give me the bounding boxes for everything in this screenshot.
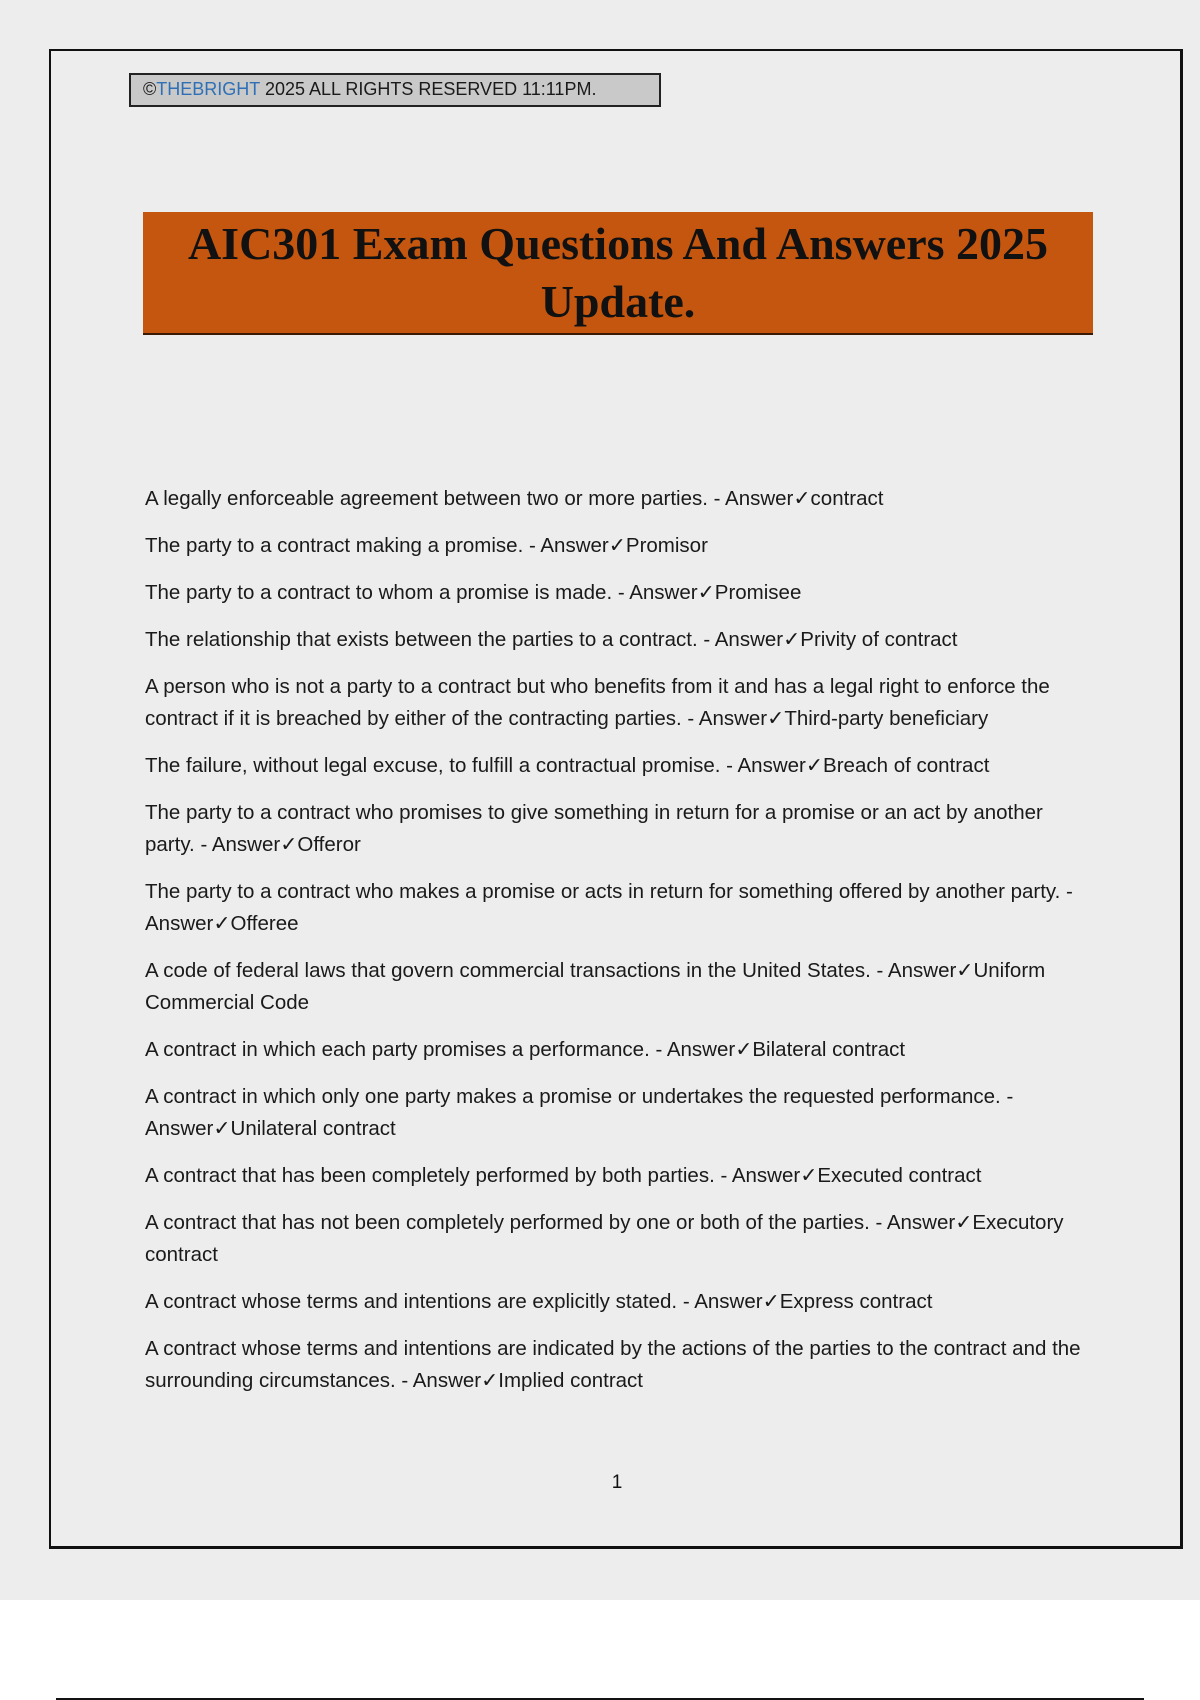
qa-item: The failure, without legal excuse, to fulfill a contractual promise. - Answer✓Breach of contract <box>145 754 990 777</box>
qa-item: A code of federal laws that govern commercial transactions in the United States. - Answer✓Uniform Commercial Code <box>145 959 1046 1014</box>
qa-item: A contract whose terms and intentions are indicated by the actions of the parties to the contract and the surrounding circumstances. - Answer✓Implied contract <box>145 1337 1081 1392</box>
brand-name: THEBRIGHT <box>156 79 260 99</box>
title-line-1: AIC301 Exam Questions And Answers 2025 <box>187 218 1049 269</box>
qa-item: The party to a contract to whom a promise is made. - Answer✓Promisee <box>145 581 802 604</box>
title-banner <box>143 212 1093 335</box>
qa-item: The party to a contract who promises to give something in return for a promise or an act by another party. - Answer✓Offeror <box>145 801 1043 856</box>
qa-item: A person who is not a party to a contract but who benefits from it and has a legal right to enforce the contract if it is breached by either of the contracting parties. - Answer✓Third-party beneficiary <box>145 675 1050 730</box>
page-number: 1 <box>611 1472 623 1493</box>
copyright-notice <box>129 73 661 107</box>
qa-item: A contract in which only one party makes a promise or undertakes the requested performance. - Answer✓Unilateral contract <box>145 1085 1014 1140</box>
copyright-symbol: © <box>143 79 157 99</box>
copyright-text: 2025 ALL RIGHTS RESERVED 11:11PM. <box>259 79 597 99</box>
qa-item: A contract that has not been completely performed by one or both of the parties. - Answer✓Executory contract <box>145 1211 1064 1266</box>
title-line-2: Update. <box>540 276 696 327</box>
qa-list <box>145 483 1095 1412</box>
qa-item: The party to a contract who makes a promise or acts in return for something offered by another party. - Answer✓Offeree <box>145 880 1073 935</box>
qa-item: The relationship that exists between the parties to a contract. - Answer✓Privity of contract <box>145 628 958 651</box>
qa-item: A legally enforceable agreement between two or more parties. - Answer✓contract <box>145 487 884 510</box>
qa-item: A contract whose terms and intentions are explicitly stated. - Answer✓Express contract <box>145 1290 933 1313</box>
qa-item: A contract that has been completely performed by both parties. - Answer✓Executed contract <box>145 1164 982 1187</box>
qa-item: The party to a contract making a promise. - Answer✓Promisor <box>145 534 708 557</box>
qa-item: A contract in which each party promises a performance. - Answer✓Bilateral contract <box>145 1038 906 1061</box>
